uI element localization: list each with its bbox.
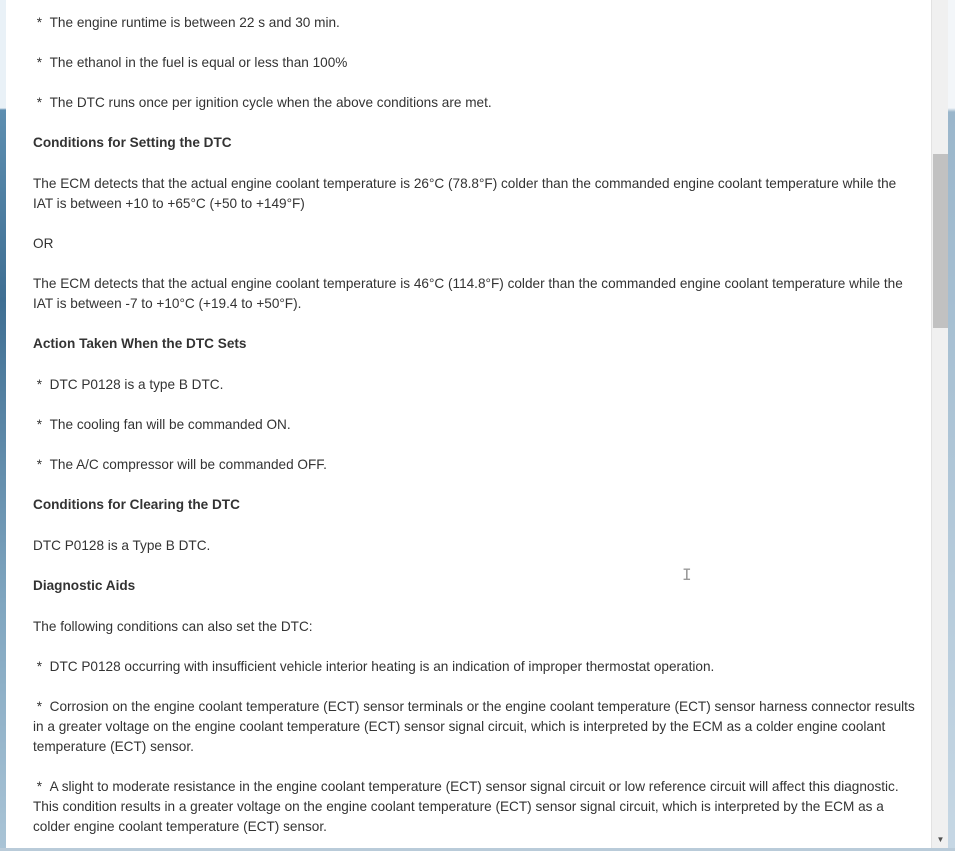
section-heading: Diagnostic Aids: [33, 578, 136, 593]
scrollbar-thumb[interactable]: [933, 154, 948, 328]
right-window-edge: [948, 0, 955, 851]
bullet-item: * DTC P0128 occurring with insufficient vehicle interior heating is an indication of improper thermostat operation.: [33, 657, 918, 677]
chevron-down-icon[interactable]: ▼: [936, 835, 945, 844]
section-heading: Action Taken When the DTC Sets: [33, 336, 247, 351]
document-viewport[interactable]: [6, 0, 931, 848]
bullet-item: * Corrosion on the engine coolant temperature (ECT) sensor terminals or the engine coolant temperature (ECT) sensor harness connector results in a greater voltage on the engine coolant temperature (ECT) sensor signal circuit, which is interpreted by the ECM as a colder engine coolant temperature (ECT) sensor.: [33, 697, 918, 757]
paragraph: The ECM detects that the actual engine coolant temperature is 46°C (114.8°F) colder than the commanded engine coolant temperature while the IAT is between -7 to +10°C (+19.4 to +50°F).: [33, 276, 903, 311]
paragraph: The ECM detects that the actual engine coolant temperature is 26°C (78.8°F) colder than the commanded engine coolant temperature while the IAT is between +10 to +65°C (+50 to +149°F): [33, 176, 897, 211]
bullet-item: * The DTC runs once per ignition cycle when the above conditions are met.: [33, 93, 918, 113]
bullet-item: * The ethanol in the fuel is equal or less than 100%: [33, 53, 918, 73]
text-cursor-icon: I: [682, 565, 692, 584]
vertical-scrollbar[interactable]: [931, 0, 949, 848]
document-body: [33, 13, 918, 848]
bullet-item: * DTC P0128 is a type B DTC.: [33, 375, 918, 395]
paragraph: DTC P0128 is a Type B DTC.: [33, 538, 211, 553]
paragraph: The following conditions can also set the DTC:: [33, 619, 313, 634]
bullet-item: * The cooling fan will be commanded ON.: [33, 415, 918, 435]
bullet-item: * The engine runtime is between 22 s and 30 min.: [33, 13, 918, 33]
bullet-item: * The A/C compressor will be commanded OFF.: [33, 455, 918, 475]
paragraph: OR: [33, 236, 54, 251]
section-heading: Conditions for Setting the DTC: [33, 135, 232, 150]
bullet-item: * A slight to moderate resistance in the engine coolant temperature (ECT) sensor signal circuit or low reference circuit will affect this diagnostic. This condition results in a greater voltage on the engine coolant temperature (ECT) sensor signal circuit, which is interpreted by the ECM as a colder engine coolant temperature (ECT) sensor.: [33, 777, 918, 837]
section-heading: Conditions for Clearing the DTC: [33, 497, 240, 512]
